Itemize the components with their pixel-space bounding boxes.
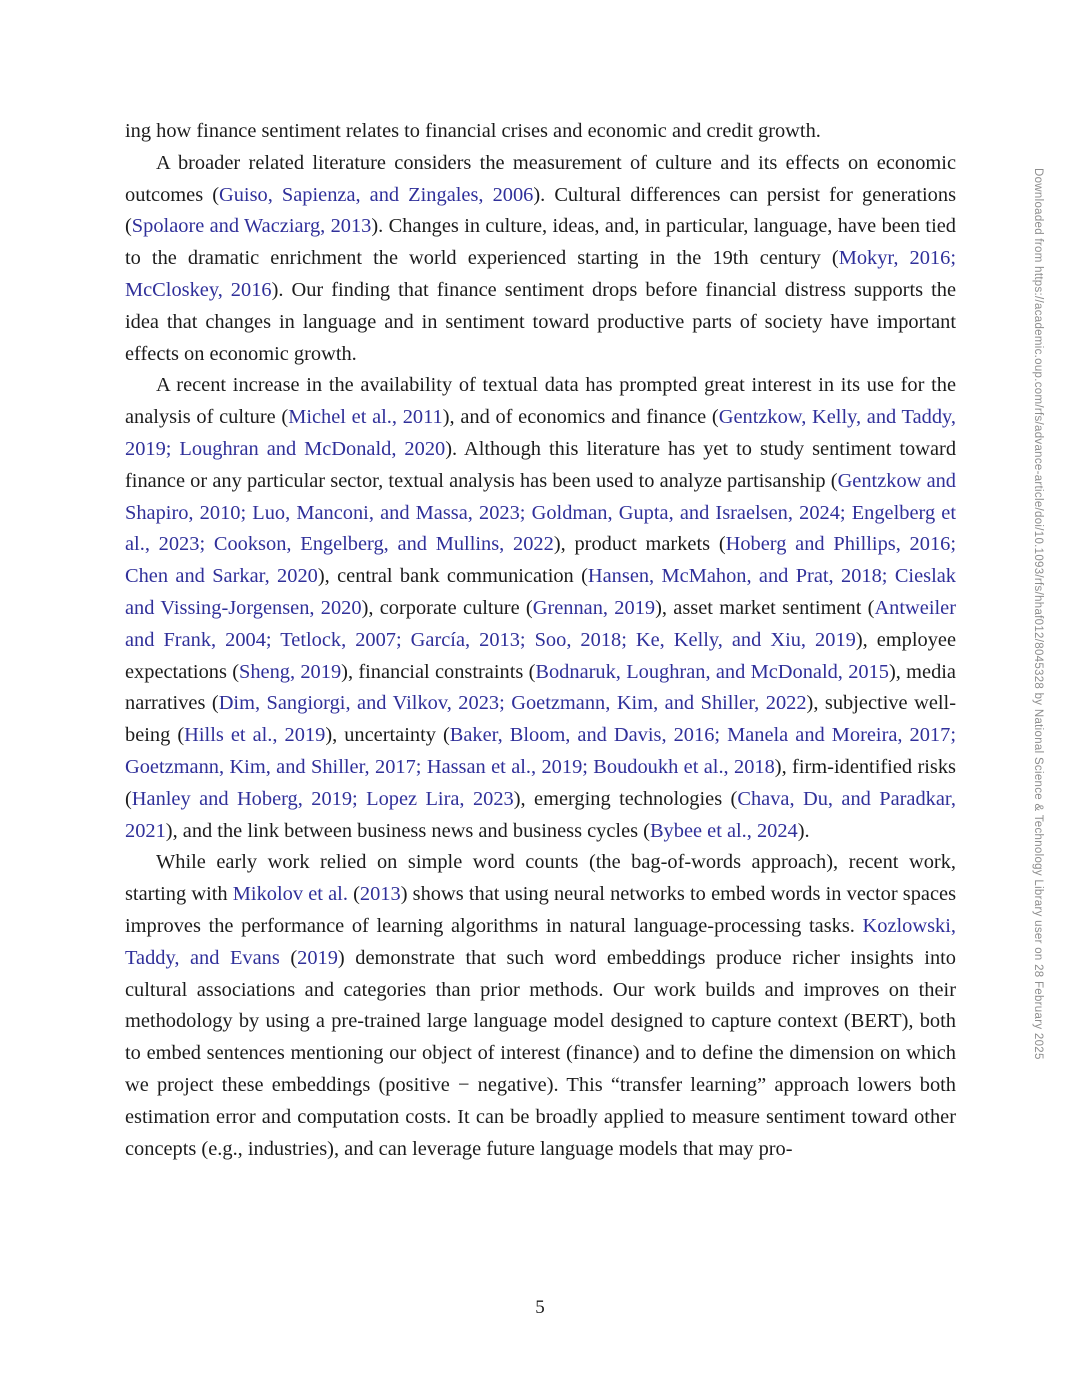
body-text: ) demonstrate that such word embeddings produce richer insights into cultural associations and categories than prior methods. Our work builds and improves on their methodology by using a pre-trained large language model designed to capture context (BERT), both to embed sentences mentioning our object of interest (finance) and to define the dimension on which we project these embeddings (positive − negative). This “transfer learning” approach lowers both estimation error and computation costs. It can be broadly applied to measure sentiment toward other concepts (e.g., industries), and can leverage future language models that may pro- [125,946,957,1160]
citation-link[interactable]: Bybee et al., 2024 [649,819,798,842]
body-text: ), corporate culture ( [361,596,533,619]
body-text: ), uncertainty ( [325,724,450,747]
body-text: ), subjective well-being ( [125,692,956,747]
body-text: ). [797,819,810,842]
citation-link[interactable]: Dim, Sangiorgi, and Vilkov, 2023; Goetzmann, Kim, and Shiller, 2022 [218,692,807,715]
citation-link[interactable]: Mokyr, 2016; McCloskey, 2016 [125,247,956,301]
citation-link[interactable]: Guiso, Sapienza, and Zingales, 2006 [219,183,534,206]
citation-link[interactable]: Sheng, 2019 [239,660,342,683]
body-text: ), emerging technologies ( [513,787,738,810]
citation-link[interactable]: Michel et al., 2011 [288,406,443,429]
body-text: ), central bank communication ( [317,565,588,588]
citation-link[interactable]: Spolaore and Wacziarg, 2013 [131,215,372,238]
citation-link[interactable]: Kozlowski, Taddy, and Evans [125,914,956,969]
body-text: ), product markets ( [553,533,726,556]
paragraph [125,847,956,1165]
citation-link[interactable]: Mikolov et al. [232,883,348,906]
body-text: ), employee expectations ( [125,628,957,683]
body-text: A recent increase in the availability of textual data has prompted great interest in its use for the analysis of culture ( [125,374,956,429]
page-number: 5 [535,1297,545,1318]
body-text: ) shows that using neural networks to embed words in vector spaces improves the performance of learning algorithms in natural language-processing tasks. [125,883,957,937]
citation-link[interactable]: 2019 [297,946,338,969]
citation-link[interactable]: Hanley and Hoberg, 2019; Lopez Lira, 2023 [131,787,514,810]
citation-link[interactable]: Chava, Du, and Paradkar, 2021 [125,787,956,842]
citation-link[interactable]: Bodnaruk, Loughran, and McDonald, 2015 [535,660,889,683]
body-text: ), asset market sentiment ( [655,596,875,619]
body-text: ), firm-identified risks ( [125,755,956,810]
article-body [125,116,956,1165]
body-text: ). Changes in culture, ideas, and, in particular, language, have been tied to the dramatic enrichment the world experienced starting in the 19th century ( [125,215,956,270]
citation-link[interactable]: Gentzkow and Shapiro, 2010; Luo, Manconi, and Massa, 2023; Goldman, Gupta, and Israelsen, 2024; Engelberg et al., 2023; Cookson, Engelberg, and Mullins, 2022 [125,469,957,556]
body-text: ), and the link between business news and business cycles ( [165,819,650,842]
body-text: ). Although this literature has yet to study sentiment toward finance or any particular sector, textual analysis has been used to analyze partisanship ( [125,437,957,492]
citation-link[interactable]: Hansen, McMahon, and Prat, 2018; Cieslak and Vissing-Jorgensen, 2020 [125,565,956,619]
citation-link[interactable]: Gentzkow, Kelly, and Taddy, 2019; Loughran and McDonald, 2020 [125,406,956,460]
citation-link[interactable]: Baker, Bloom, and Davis, 2016; Manela and Moreira, 2017; Goetzmann, Kim, and Shiller, 2017; Hassan et al., 2019; Boudoukh et al., 2018 [125,724,956,778]
download-provenance-note: Downloaded from https://academic.oup.com/rfs/advance-article/doi/10.1093/rfs/hhaf012/8045328 by National Science & Technology Library user on 28 February 2025 [1032,168,1044,1060]
citation-link[interactable]: 2013 [359,883,401,906]
citation-link[interactable]: Antweiler and Frank, 2004; Tetlock, 2007; García, 2013; Soo, 2018; Ke, Kelly, and Xiu, 2019 [125,596,956,651]
paragraph [125,370,956,847]
body-text: ( [347,883,360,906]
body-text: ). Cultural differences can persist for generations ( [125,183,956,238]
citation-link[interactable]: Hoberg and Phillips, 2016; Chen and Sarkar, 2020 [125,533,956,588]
paragraph [125,116,956,148]
paragraph [125,148,956,371]
citation-link[interactable]: Hills et al., 2019 [184,724,326,747]
body-text: While early work relied on simple word counts (the bag-of-words approach), recent work, starting with [125,851,956,906]
body-text: ), and of economics and finance ( [442,406,719,429]
body-text: ), media narratives ( [125,660,956,715]
body-text: ing how finance sentiment relates to financial crises and economic and credit growth. [125,120,821,142]
body-text: ( [279,946,298,969]
body-text: ). Our finding that finance sentiment drops before financial distress supports the idea that changes in language and in sentiment toward productive parts of society have important effects on economic growth. [125,278,956,365]
citation-link[interactable]: Grennan, 2019 [532,596,656,619]
body-text: ), financial constraints ( [341,660,536,683]
body-text: A broader related literature considers the measurement of culture and its effects on economic outcomes ( [125,151,956,206]
